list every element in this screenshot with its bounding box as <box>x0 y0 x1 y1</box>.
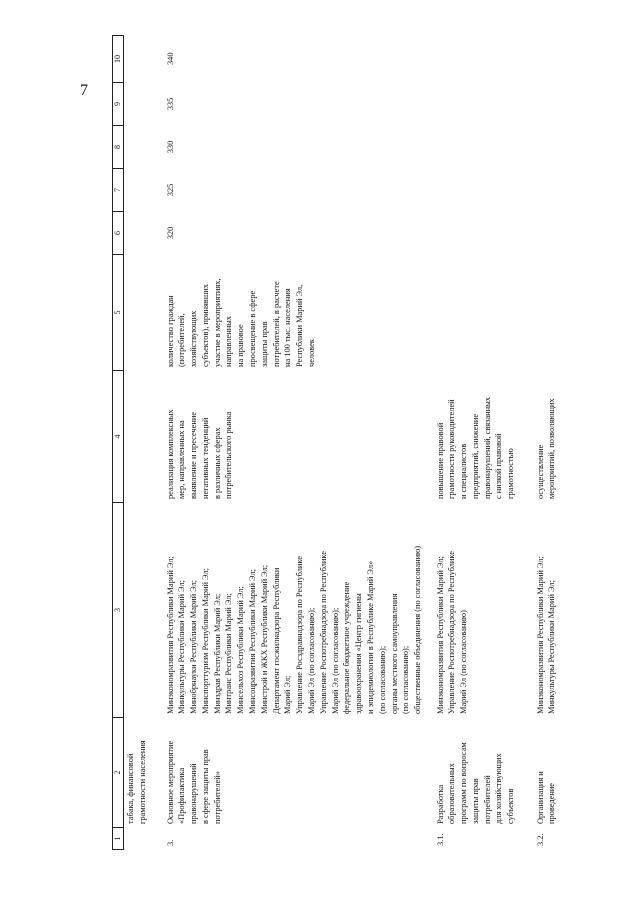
executors-line: Марий Эл (по согласованию); <box>330 607 340 714</box>
executors-line: (по согласованию); <box>377 645 387 714</box>
header-cell: 8 <box>113 126 124 169</box>
header-cell: 6 <box>113 212 124 255</box>
event-name-line: потребителей» <box>212 771 222 824</box>
indicator-line: участие в мероприятиях, <box>212 278 222 367</box>
indicator-value <box>534 36 594 83</box>
indicator-value <box>434 36 534 83</box>
table-row <box>534 36 594 850</box>
expected-result-line: в различных сферах <box>212 427 222 499</box>
event-name-line: образовательных <box>447 763 457 824</box>
indicator-line: человек <box>307 339 317 367</box>
program-table <box>112 35 594 850</box>
indicator-line: (потребителей, <box>177 313 187 367</box>
event-name-line: Разработка <box>435 784 445 824</box>
header-cell: 4 <box>113 371 124 503</box>
expected-result <box>534 371 594 503</box>
executors-line: Марий Эл (по согласованию); <box>307 607 317 714</box>
executors-line: органы местного самоуправления <box>389 593 399 714</box>
expected-result-line: негативных тенденций <box>200 417 210 499</box>
expected-result-line: грамотностью <box>506 448 516 499</box>
executors-line: Минздрав Республики Марий Эл; <box>212 593 222 714</box>
rotated-table-container <box>112 36 632 850</box>
header-cell: 1 <box>113 828 124 850</box>
expected-result-line: правонарушений, связанных <box>482 397 492 499</box>
event-name <box>164 718 434 828</box>
expected-result-line: и специалистов <box>459 443 469 499</box>
executors <box>124 503 164 718</box>
header-cell: 9 <box>113 83 124 126</box>
indicator-line: потребителей, в расчете <box>271 281 281 367</box>
indicator-value <box>534 169 594 212</box>
row-number <box>124 828 164 850</box>
header-row <box>113 36 124 850</box>
executors-line: Минспорттуризм Республики Марий Эл; <box>200 568 210 714</box>
event-name-line: потребителей <box>482 775 492 824</box>
executors-line: Минсоцразвития Республики Марий Эл; <box>248 569 258 714</box>
indicator-value <box>124 83 164 126</box>
event-name <box>124 718 164 828</box>
event-name-line: проведение <box>547 782 557 824</box>
row-number: 3.1. <box>434 828 534 850</box>
header-cell: 10 <box>113 36 124 83</box>
executors-line: Управление Роспотребнадзора по Республике <box>318 551 328 714</box>
indicator-line: хозяйствующих <box>189 310 199 367</box>
table-row <box>124 36 164 850</box>
indicator <box>534 255 594 371</box>
expected-result <box>164 371 434 503</box>
indicator-value <box>124 126 164 169</box>
page-number: 7 <box>80 82 88 99</box>
indicator-value <box>434 212 534 255</box>
event-name-line: субъектов <box>506 788 516 824</box>
indicator-value: 325 <box>164 169 434 212</box>
indicator-value <box>534 212 594 255</box>
executors-line: (по согласованию); <box>401 645 411 714</box>
event-name-line: программ по вопросам <box>459 742 469 824</box>
executors <box>434 503 534 718</box>
executors-line: Минсельхоз Республики Марий Эл; <box>236 586 246 714</box>
executors-line: Управление Роспотребнадзора по Республике <box>447 551 457 714</box>
executors-line: Минэкономразвития Республики Марий Эл; <box>535 556 545 714</box>
header-cell: 2 <box>113 718 124 828</box>
expected-result-line: предприятий, снижение <box>470 413 480 499</box>
event-name <box>534 718 594 828</box>
executors <box>164 503 434 718</box>
expected-result <box>434 371 534 503</box>
indicator-value <box>434 126 534 169</box>
expected-result-line: осуществление <box>535 444 545 499</box>
event-name-line: защиты прав <box>470 778 480 824</box>
indicator-line: субъектов), принявших <box>200 284 210 367</box>
header-cell: 3 <box>113 503 124 718</box>
row-number: 3. <box>164 828 434 850</box>
expected-result-line: повышение правовой <box>435 422 445 499</box>
row-number: 3.2. <box>534 828 594 850</box>
table-body <box>124 36 594 850</box>
indicator-value <box>534 83 594 126</box>
indicator-value <box>124 212 164 255</box>
event-name-line: Организация и <box>535 771 545 824</box>
executors-line: Минтранс Республики Марий Эл; <box>224 593 234 714</box>
header-cell: 5 <box>113 255 124 371</box>
indicator-value <box>434 169 534 212</box>
event-name <box>434 718 534 828</box>
indicator-value <box>124 169 164 212</box>
indicator-value: 320 <box>164 212 434 255</box>
expected-result-line: реализация комплексных <box>165 409 175 499</box>
expected-result-line: мероприятий, позволяющих <box>547 398 557 499</box>
indicator <box>434 255 534 371</box>
indicator <box>124 255 164 371</box>
indicator-value <box>434 83 534 126</box>
executors-line: Минстрой и ЖКХ Республики Марий Эл; <box>259 564 269 714</box>
event-name-line: в сфере защиты прав <box>200 749 210 824</box>
expected-result <box>124 371 164 503</box>
executors-line: федеральное бюджетное учреждение <box>342 581 352 714</box>
header-cell: 7 <box>113 169 124 212</box>
indicator-value: 330 <box>164 126 434 169</box>
event-name-line: «Профилактика <box>177 767 187 824</box>
indicator-line: защиты прав <box>259 321 269 367</box>
event-name-line: для хозяйствующих <box>494 753 504 824</box>
executors-line: Минкультуры Республики Марий Эл; <box>177 580 187 714</box>
executors-line: Минкультуры Республики Марий Эл; <box>547 580 557 714</box>
indicator <box>164 255 434 371</box>
executors <box>534 503 594 718</box>
indicator-line: количество граждан <box>165 295 175 367</box>
indicator-value <box>534 126 594 169</box>
executors-line: Управление Росздравнадзора по Республике <box>295 556 305 714</box>
executors-line: общественные объединения (по согласованию) <box>413 545 423 714</box>
indicator-value: 340 <box>164 36 434 83</box>
executors-line: Минэкономразвития Республики Марий Эл; <box>165 556 175 714</box>
table-row <box>434 36 534 850</box>
indicator-line: на правовое <box>236 324 246 367</box>
indicator-value <box>124 36 164 83</box>
expected-result-line: с низкой правовой <box>494 433 504 499</box>
executors-line: Марий Эл; <box>283 675 293 714</box>
expected-result-line: выявление и пресечение <box>189 411 199 499</box>
executors-line: Департамент госжилнадзора Республики <box>271 567 281 714</box>
executors-line: Минэкономразвития Республики Марий Эл; <box>435 556 445 714</box>
executors-line: здравоохранения «Центр гигиены <box>354 593 364 714</box>
executors-line: Минобрнауки Республики Марий Эл; <box>189 579 199 714</box>
executors-line: и эпидемиологии в Республике Марий Эл» <box>366 560 376 714</box>
expected-result-line: грамотности руководителей <box>447 399 457 499</box>
executors-line: Марий Эл (по согласованию) <box>459 610 469 714</box>
event-name-line: табака, финансовой <box>126 753 135 824</box>
indicator-line: Республики Марий Эл, <box>295 284 305 367</box>
indicator-line: на 100 тыс. населения <box>283 288 293 367</box>
expected-result-line: мер, направленных на <box>177 420 187 499</box>
indicator-line: направленных <box>224 316 234 367</box>
expected-result-line: потребительского рынка <box>224 411 234 499</box>
indicator-value: 335 <box>164 83 434 126</box>
event-name-line: Основное мероприятие <box>165 740 175 824</box>
event-name-line: правонарушений <box>189 763 199 824</box>
event-name-line: грамотности населения <box>137 740 147 824</box>
table-row <box>164 36 434 850</box>
indicator-line: просвещение в сфере <box>248 290 258 367</box>
